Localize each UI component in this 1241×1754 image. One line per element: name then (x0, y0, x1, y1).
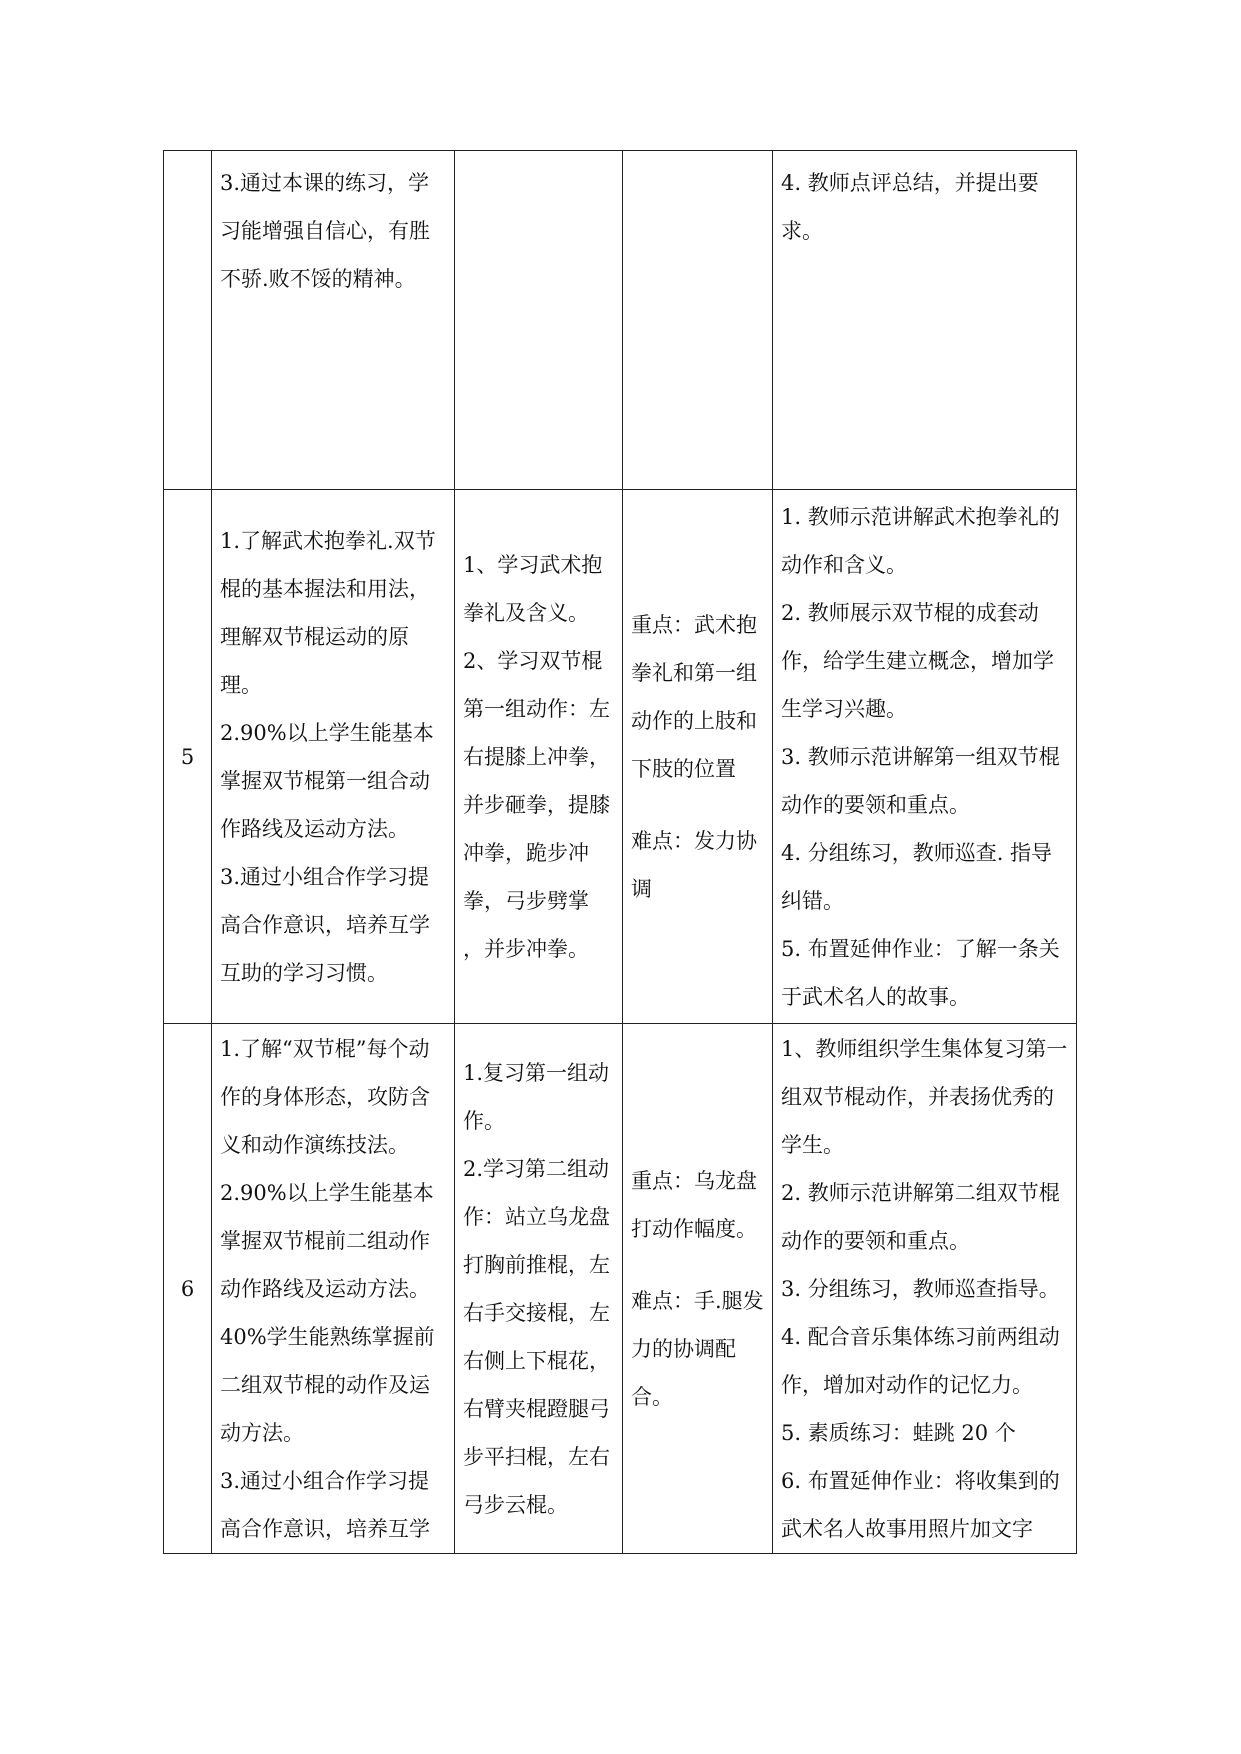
content-text: 2、学习双节棍第一组动作：左右提膝上冲拳，并步砸拳，提膝冲拳，跪步冲拳，弓步劈掌 ，并步冲拳。 (463, 648, 610, 961)
objective-text: 1.了解“双节棍”每个动作的身体形态，攻防含义和动作演练技法。 (220, 1036, 430, 1157)
objectives-cell (212, 490, 455, 1024)
key-points-cell (623, 1024, 773, 1554)
content-text: 1、学习武术抱拳礼及含义。 (463, 552, 603, 625)
method-text: 2. 教师展示双节棍的成套动作，给学生建立概念，增加学生学习兴趣。 (781, 600, 1054, 721)
lesson-number-cell: 6 (164, 1024, 212, 1554)
focus-text: 重点：乌龙盘打动作幅度。 (631, 1168, 757, 1241)
objective-text: 3.通过小组合作学习提高合作意识，培养互学互助的学习习惯。 (220, 864, 430, 985)
lesson-number-cell: 5 (164, 490, 212, 1024)
objective-text: 3.通过小组合作学习提高合作意识，培养互学 (220, 1468, 430, 1541)
objective-text: 2.90%以上学生能基本掌握双节棍前二组动作动作路线及运动方法。 (220, 1180, 434, 1301)
table-row (164, 151, 1077, 490)
content-text: 1.复习第一组动作。 (463, 1060, 610, 1133)
difficulty-text: 难点：发力协调 (631, 828, 757, 901)
difficulty-text: 难点：手.腿发力的协调配合。 (631, 1288, 764, 1409)
content-text: 2.学习第二组动作：站立乌龙盘打胸前推棍，左右手交接棍，左右侧上下棍花，右臂夹棍蹬腿弓步平扫棍，左右弓步云棍。 (463, 1156, 610, 1517)
content-cell (455, 490, 623, 1024)
method-text: 1. 教师示范讲解武术抱拳礼的动作和含义。 (781, 504, 1060, 577)
method-text: 3. 分组练习，教师巡查指导。 (781, 1276, 1060, 1301)
method-text: 4. 教师点评总结，并提出要求。 (781, 171, 1039, 243)
methods-cell (773, 1024, 1077, 1554)
lesson-plan-table (163, 150, 1077, 1554)
objective-text: 40%学生能熟练掌握前二组双节棍的动作及运动方法。 (220, 1324, 435, 1445)
methods-cell (773, 151, 1077, 490)
objective-text: 1.了解武术抱拳礼.双节棍的基本握法和用法，理解双节棍运动的原理。 (220, 528, 436, 697)
content-cell (455, 151, 623, 490)
table-row (164, 490, 1077, 1024)
method-text: 1、教师组织学生集体复习第一组双节棍动作，并表扬优秀的学生。 (781, 1036, 1068, 1157)
objectives-cell (212, 151, 455, 490)
objectives-cell (212, 1024, 455, 1554)
methods-cell (773, 490, 1077, 1024)
method-text: 4. 配合音乐集体练习前两组动作，增加对动作的记忆力。 (781, 1324, 1060, 1397)
lesson-number-cell (164, 151, 212, 490)
focus-text: 重点：武术抱拳礼和第一组动作的上肢和下肢的位置 (631, 612, 757, 781)
method-text: 4. 分组练习，教师巡查. 指导纠错。 (781, 840, 1053, 913)
method-text: 5. 素质练习：蛙跳 20 个 (781, 1420, 1016, 1445)
key-points-cell (623, 490, 773, 1024)
content-cell (455, 1024, 623, 1554)
method-text: 5. 布置延伸作业：了解一条关于武术名人的故事。 (781, 936, 1060, 1009)
method-text: 6. 布置延伸作业：将收集到的武术名人故事用照片加文字 (781, 1468, 1060, 1541)
key-points-cell (623, 151, 773, 490)
method-text: 3. 教师示范讲解第一组双节棍动作的要领和重点。 (781, 744, 1060, 817)
table-row (164, 1024, 1077, 1554)
objective-text: 2.90%以上学生能基本掌握双节棍第一组合动作路线及运动方法。 (220, 720, 434, 841)
objective-text: 3.通过本课的练习，学习能增强自信心，有胜不骄.败不馁的精神。 (220, 171, 430, 291)
method-text: 2. 教师示范讲解第二组双节棍动作的要领和重点。 (781, 1180, 1060, 1253)
